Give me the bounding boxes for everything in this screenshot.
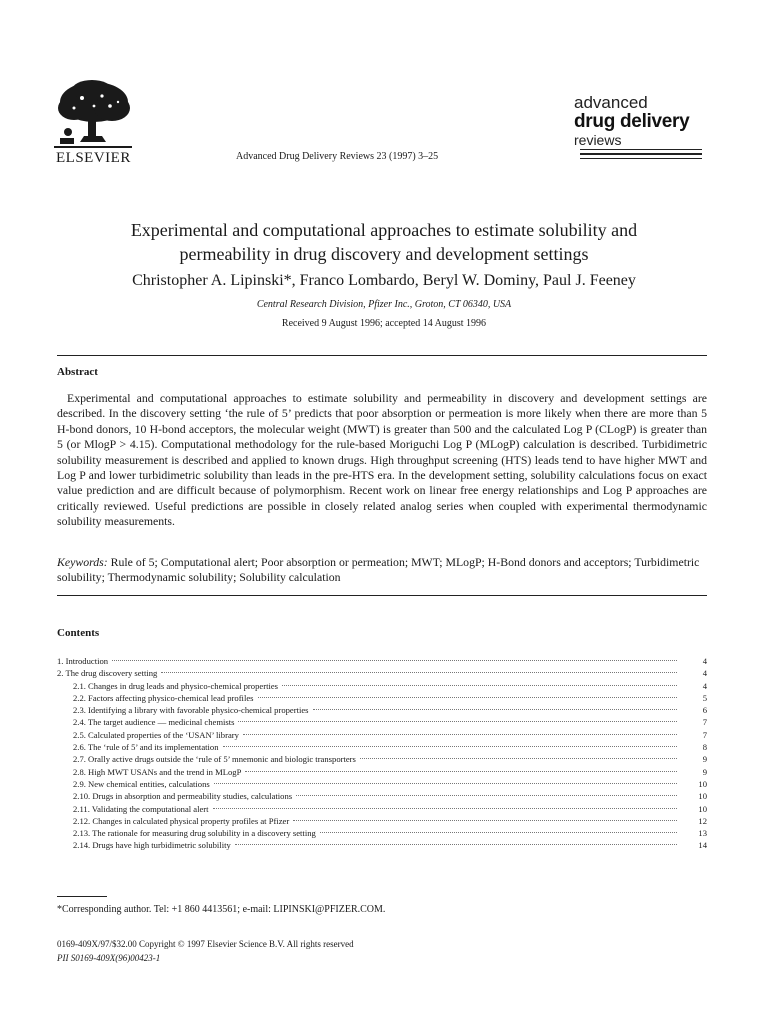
toc-entry-page: 8	[702, 742, 707, 753]
divider-abstract	[57, 595, 707, 596]
article-title-line1: Experimental and computational approaches to estimate solubility and	[130, 220, 638, 240]
toc-entry-label: 2.8. High MWT USANs and the trend in MLogP	[73, 766, 242, 777]
toc-entry-label: 2.10. Drugs in absorption and permeability studies, calculations	[73, 791, 293, 802]
toc-entry	[57, 704, 707, 716]
toc-entry	[57, 815, 707, 827]
toc-entry-label: 2.12. Changes in calculated physical property profiles at Pfizer	[73, 815, 290, 826]
toc-entry-page: 9	[702, 766, 707, 777]
article-title-line2: permeability in drug discovery and development settings	[179, 244, 589, 264]
toc-leader-dots	[223, 746, 677, 747]
toc-leader-dots	[238, 721, 677, 722]
toc-leader-dots	[235, 844, 677, 845]
toc-entry-page: 9	[702, 754, 707, 765]
publisher-name: ELSEVIER	[56, 150, 131, 166]
table-of-contents	[57, 655, 707, 852]
toc-entry	[57, 729, 707, 741]
toc-entry-page: 5	[702, 692, 707, 703]
toc-leader-dots	[213, 808, 677, 809]
toc-entry-page: 14	[698, 840, 707, 851]
toc-leader-dots	[360, 758, 677, 759]
toc-entry	[57, 655, 707, 667]
keywords-label: Keywords:	[57, 555, 108, 569]
brand-decorative-lines	[580, 149, 702, 162]
toc-entry	[57, 803, 707, 815]
toc-entry	[57, 766, 707, 778]
pii-line: PII S0169-409X(96)00423-1	[57, 953, 161, 963]
toc-entry-label: 1. Introduction	[57, 656, 109, 666]
toc-entry-label: 2.5. Calculated properties of the ‘USAN’ library	[73, 729, 239, 740]
toc-entry	[57, 667, 707, 679]
toc-leader-dots	[112, 660, 677, 661]
toc-entry	[57, 692, 707, 704]
toc-leader-dots	[214, 783, 677, 784]
toc-entry-page: 12	[698, 815, 707, 826]
toc-entry-label: 2.7. Orally active drugs outside the ‘rule of 5’ mnemonic and biologic transporters	[73, 754, 356, 765]
toc-entry-page: 4	[702, 680, 707, 691]
toc-leader-dots	[258, 697, 678, 698]
toc-entry-label: 2.6. The ‘rule of 5’ and its implementation	[73, 742, 219, 753]
keywords	[57, 555, 707, 586]
received-dates: Received 9 August 1996; accepted 14 August 1996	[281, 318, 487, 329]
toc-entry-label: 2. The drug discovery setting	[57, 668, 158, 679]
toc-entry-page: 10	[698, 778, 707, 789]
toc-leader-dots	[282, 685, 677, 686]
toc-entry	[57, 839, 707, 851]
copyright-line: 0169-409X/97/$32.00 Copyright © 1997 Elsevier Science B.V. All rights reserved	[57, 939, 354, 949]
toc-entry	[57, 741, 707, 753]
article-authors: Christopher A. Lipinski*, Franco Lombardo, Beryl W. Dominy, Paul J. Feeney	[132, 272, 636, 289]
toc-entry-label: 2.4. The target audience — medicinal chemists	[73, 717, 235, 728]
toc-leader-dots	[245, 771, 677, 772]
toc-leader-dots	[320, 832, 677, 833]
journal-citation: Advanced Drug Delivery Reviews 23 (1997) 3–25	[236, 151, 439, 162]
toc-entry	[57, 753, 707, 765]
toc-entry	[57, 778, 707, 790]
toc-entry	[57, 716, 707, 728]
abstract-heading: Abstract	[57, 366, 98, 378]
author-affiliation: Central Research Division, Pfizer Inc., Groton, CT 06340, USA	[256, 299, 512, 310]
toc-entry-page: 10	[698, 791, 707, 802]
toc-entry	[57, 680, 707, 692]
toc-entry	[57, 790, 707, 802]
corresponding-author-footnote: *Corresponding author. Tel: +1 860 4413561; e-mail: LIPINSKI@PFIZER.COM.	[57, 904, 386, 915]
article-title	[0, 218, 768, 266]
toc-entry-label: 2.13. The rationale for measuring drug solubility in a discovery setting	[73, 828, 316, 839]
brand-line-advanced: advanced	[574, 93, 648, 112]
abstract-body: Experimental and computational approaches to estimate solubility and permeability in discovery and development settings are described. In the discovery setting ‘the rule of 5’ predicts that poor absorption or permeation is more likely when there are more than 5 H-bond donors, 10 H-bond acceptors, the molecular weight (MWT) is greater than 500 and the calculated Log P (CLogP) is greater than 5 (or MlogP > 4.15). Computational methodology for the rule-based Moriguchi Log P (MLogP) calculation is described. Turbidimetric solubility measurement is described and applied to known drugs. High throughput screening (HTS) leads tend to have higher MWT and Log P and lower turbidimetric solubility than leads in the pre-HTS era. In the development setting, solubility calculations focus on exact value prediction and are difficult because of polymorphism. Recent work on linear free energy relationships and Log P approaches are critically reviewed. Useful predictions are possible in closely related analog series when coupled with experimental thermodynamic solubility measurements.	[57, 391, 707, 529]
toc-entry	[57, 827, 707, 839]
toc-entry-page: 6	[702, 705, 707, 716]
toc-entry-label: 2.14. Drugs have high turbidimetric solubility	[73, 840, 231, 851]
brand-line-reviews: reviews	[574, 132, 622, 148]
toc-entry-label: 2.3. Identifying a library with favorable physico-chemical properties	[73, 705, 309, 716]
journal-brand	[574, 94, 704, 148]
toc-entry-page: 7	[702, 729, 707, 740]
toc-entry-page: 4	[702, 656, 707, 666]
divider-top	[57, 355, 707, 356]
toc-entry-label: 2.11. Validating the computational alert	[73, 803, 209, 814]
toc-entry-page: 4	[702, 668, 707, 679]
toc-leader-dots	[161, 672, 677, 673]
contents-heading: Contents	[57, 627, 100, 639]
toc-entry-page: 10	[698, 803, 707, 814]
toc-entry-page: 13	[698, 828, 707, 839]
brand-line-drug-delivery: drug delivery	[574, 111, 690, 132]
toc-leader-dots	[313, 709, 677, 710]
toc-leader-dots	[243, 734, 677, 735]
toc-leader-dots	[293, 820, 677, 821]
elsevier-tree-logo	[52, 78, 134, 152]
footnote-rule	[57, 896, 107, 897]
copyright-block	[57, 937, 354, 965]
toc-entry-page: 7	[702, 717, 707, 728]
toc-entry-label: 2.9. New chemical entities, calculations	[73, 778, 210, 789]
toc-entry-label: 2.1. Changes in drug leads and physico-chemical properties	[73, 680, 278, 691]
toc-leader-dots	[296, 795, 677, 796]
keywords-list: Rule of 5; Computational alert; Poor absorption or permeation; MWT; MLogP; H-Bond donors and acceptors; Turbidimetric solubility; Thermodynamic solubility; Solubility calculation	[57, 555, 700, 585]
toc-entry-label: 2.2. Factors affecting physico-chemical lead profiles	[73, 692, 254, 703]
